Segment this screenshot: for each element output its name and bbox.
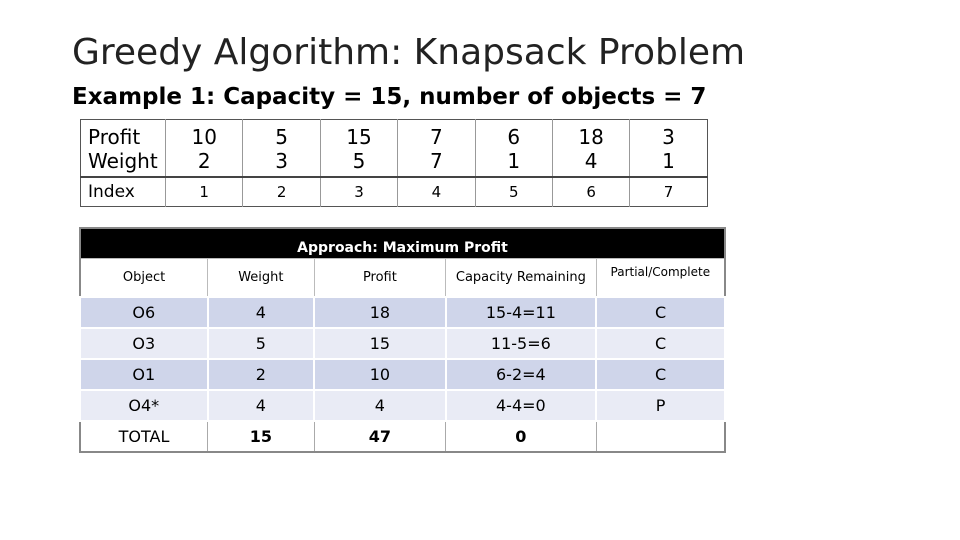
profit-cell: 15 [320, 120, 397, 150]
approach-heading-row [80, 228, 725, 259]
approach-heading: Approach: Maximum Profit [80, 228, 725, 259]
profit-cell: 6 [475, 120, 552, 150]
index-cell: 2 [243, 177, 320, 207]
page-title: Greedy Algorithm: Knapsack Problem [72, 32, 746, 73]
profit-cell: 18 [552, 120, 629, 150]
object-cell: O4* [80, 390, 208, 421]
weight-cell: 3 [243, 149, 320, 177]
status-cell: P [596, 390, 725, 421]
table-row [80, 359, 725, 390]
approach-table [79, 227, 726, 453]
weight-label: Weight [81, 149, 166, 177]
column-header-profit: Profit [314, 259, 445, 298]
weight-cell: 5 [320, 149, 397, 177]
weight-cell: 1 [475, 149, 552, 177]
index-cell: 6 [552, 177, 629, 207]
capacity-cell: 11-5=6 [446, 328, 597, 359]
status-cell: C [596, 359, 725, 390]
weight-cell: 5 [208, 328, 315, 359]
example-subtitle: Example 1: Capacity = 15, number of objects = 7 [72, 84, 707, 110]
index-cell: 3 [320, 177, 397, 207]
profit-cell: 7 [398, 120, 475, 150]
capacity-cell: 4-4=0 [446, 390, 597, 421]
weight-row [81, 149, 708, 177]
total-weight: 15 [208, 421, 315, 452]
profit-cell: 18 [314, 297, 445, 328]
profit-cell: 10 [314, 359, 445, 390]
index-cell: 5 [475, 177, 552, 207]
index-cell: 1 [166, 177, 243, 207]
table-row [80, 297, 725, 328]
profit-cell: 10 [166, 120, 243, 150]
index-cell: 4 [398, 177, 475, 207]
weight-cell: 1 [630, 149, 707, 177]
weight-cell: 4 [208, 297, 315, 328]
status-cell: C [596, 328, 725, 359]
weight-cell: 2 [166, 149, 243, 177]
column-header-partial-complete: Partial/Complete [596, 259, 725, 298]
object-cell: O1 [80, 359, 208, 390]
total-capacity: 0 [446, 421, 597, 452]
profit-cell: 15 [314, 328, 445, 359]
profit-row [81, 120, 708, 150]
column-header-row [80, 259, 725, 298]
index-cell: 7 [630, 177, 707, 207]
capacity-cell: 6-2=4 [446, 359, 597, 390]
column-header-object: Object [80, 259, 208, 298]
total-status [596, 421, 725, 452]
object-cell: O3 [80, 328, 208, 359]
profit-cell: 4 [314, 390, 445, 421]
column-header-capacity-remaining: Capacity Remaining [446, 259, 597, 298]
weight-cell: 4 [552, 149, 629, 177]
total-profit: 47 [314, 421, 445, 452]
index-label: Index [88, 182, 135, 202]
status-cell: C [596, 297, 725, 328]
object-cell: O6 [80, 297, 208, 328]
table-row [80, 328, 725, 359]
weight-cell: 2 [208, 359, 315, 390]
profit-cell: 3 [630, 120, 707, 150]
profit-cell: 5 [243, 120, 320, 150]
table-row [80, 390, 725, 421]
objects-table [80, 119, 708, 207]
weight-cell: 4 [208, 390, 315, 421]
total-label: TOTAL [80, 421, 208, 452]
weight-cell: 7 [398, 149, 475, 177]
total-row [80, 421, 725, 452]
column-header-weight: Weight [208, 259, 315, 298]
capacity-cell: 15-4=11 [446, 297, 597, 328]
profit-label: Profit [88, 125, 141, 149]
index-row [81, 177, 708, 207]
